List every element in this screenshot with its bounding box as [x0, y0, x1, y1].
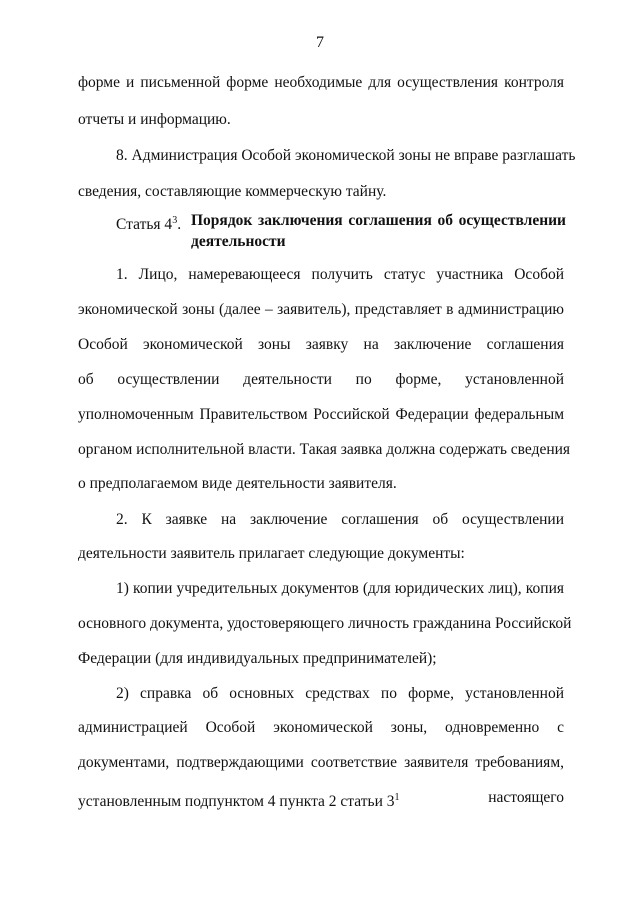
footnote-sup: 1	[394, 792, 400, 803]
page-number: 7	[316, 34, 324, 51]
paragraph-line: основного документа, удостоверяющего личность гражданина Российской	[78, 615, 572, 632]
paragraph-line: сведения, составляющие коммерческую тайну.	[78, 183, 387, 200]
paragraph-line: установленным подпунктом 4 пункта 2 статьи $3^1$	[78, 792, 400, 811]
paragraph-line: деятельности заявитель прилагает следующие документы:	[78, 545, 465, 562]
paragraph-line: о предполагаемом виде деятельности заявителя.	[78, 475, 397, 492]
paragraph-line: Федерации (для индивидуальных предпринимателей);	[78, 650, 437, 667]
article-number: Статья $4^3$.	[116, 215, 182, 234]
paragraph-line: администрацией Особой экономической зоны, одновременно с	[78, 719, 564, 736]
paragraph-line: органом исполнительной власти. Такая заявка должна содержать сведения	[78, 441, 571, 458]
paragraph-line: форме и письменной форме необходимые для осуществления контроля	[78, 74, 564, 91]
paragraph-line: 2) справка об основных средствах по форме, установленной	[116, 685, 564, 702]
paragraph-line: экономической зоны (далее – заявитель), представляет в администрацию	[78, 301, 564, 318]
paragraph-line: уполномоченным Правительством Российской Федерации федеральным	[78, 406, 564, 423]
paragraph-line: документами, подтверждающими соответствие заявителя требованиям,	[78, 754, 564, 771]
paragraph-line: отчеты и информацию.	[78, 111, 231, 128]
paragraph-line: 1) копии учредительных документов (для юридических лиц), копия	[116, 580, 564, 597]
article-title: Порядок заключения соглашения об осуществлении деятельности	[191, 212, 566, 250]
paragraph-line: 8. Администрация Особой экономической зоны не вправе разглашать	[116, 147, 576, 164]
paragraph-line: об осуществлении деятельности по форме, установленной	[78, 371, 564, 388]
paragraph-line: Особой экономической зоны заявку на заключение соглашения	[78, 336, 564, 353]
paragraph-line: настоящего	[488, 789, 564, 806]
paragraph-line: 1. Лицо, намеревающееся получить статус участника Особой	[116, 266, 564, 283]
paragraph-line: 2. К заявке на заключение соглашения об осуществлении	[116, 511, 564, 528]
